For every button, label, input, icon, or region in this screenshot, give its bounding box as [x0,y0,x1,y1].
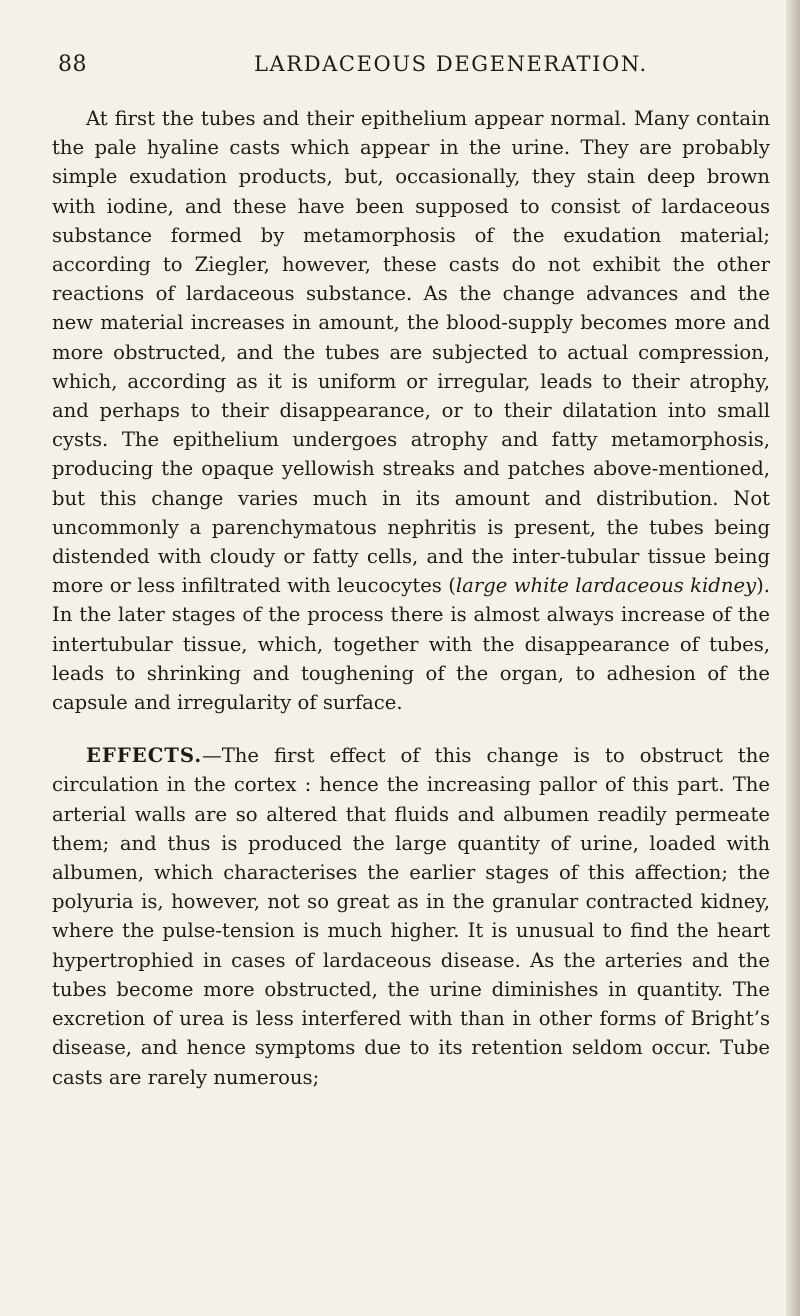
page-edge-shadow [786,0,800,1316]
paragraph-2 [52,741,770,1091]
italic-term: large white lardaceous kidney [455,574,757,598]
paragraph-1 [52,104,770,717]
page-number: 88 [58,52,87,77]
section-heading: EFFECTS. [86,744,203,768]
running-head [58,52,758,88]
paragraph-gap [52,717,770,741]
body-text [52,104,770,1092]
paragraph-2-text: —The first effect of this change is to obstruct the circulation in the cortex : hence the increasing pallor of this part. The arterial walls are so altered that fluids and albumen readily permeate them; and thus is produced the large quantity of urine, loaded with albumen, which characterises the earlier stages of this affection; the polyuria is, however, not so great as in the granular contracted kidney, where the pulse-tension is much higher. It is unusual to find the heart hypertrophied in cases of lardaceous disease. As the arteries and the tubes become more obstructed, the urine diminishes in quantity. The excretion of urea is less interfered with than in other forms of Bright’s disease, and hence symptoms due to its retention seldom occur. Tube casts are rarely numerous; [52,744,770,1089]
paragraph-1-text: At first the tubes and their epithelium appear normal. Many contain the pale hyaline casts which appear in the urine. They are probably simple exudation products, but, occasionally, they stain deep brown with iodine, and these have been supposed to consist of lardaceous substance formed by metamorphosis of the exudation material; according to Ziegler, however, these casts do not exhibit the other reactions of lardaceous substance. As the change advances and the new material increases in amount, the blood-supply becomes more and more obstructed, and the tubes are subjected to actual compression, which, according as it is uniform or irregular, leads to their atrophy, and perhaps to their disappearance, or to their dilatation into small cysts. The epithelium undergoes atrophy and fatty metamorphosis, producing the opaque yellowish streaks and patches above-mentioned, but this change varies much in its amount and distribution. Not uncommonly a parenchymatous nephritis is present, the tubes being distended with cloudy or fatty cells, and the inter-tubular tissue being more or less infiltrated with leucocytes ( [52,107,770,598]
running-title: LARDACEOUS DEGENERATION. [254,52,648,76]
paragraph-1-text-end: ). In the later stages of the process there is almost always increase of the intertubular tissue, which, together with the disappearance of tubes, leads to shrinking and toughening of the organ, to adhesion of the capsule and irregularity of surface. [52,574,770,715]
